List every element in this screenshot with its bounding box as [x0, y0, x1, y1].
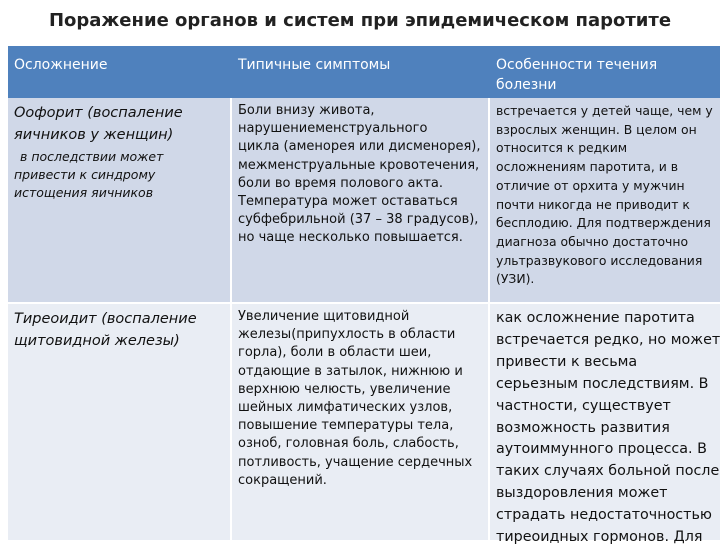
- header-symptoms: Типичные симптомы: [238, 57, 391, 73]
- symptoms-cell: [232, 304, 488, 490]
- course-line: тиреоидных гормонов. Для: [496, 529, 703, 546]
- course-line: ультразвукового исследования: [496, 252, 703, 268]
- course-line: частности, существует: [496, 397, 671, 414]
- symptom-line: субфебрильной (37 – 38 градусов),: [238, 212, 479, 228]
- symptom-line: озноб, головная боль, слабость,: [238, 436, 459, 452]
- symptom-line: межменструальные кровотечения,: [238, 157, 480, 173]
- course-line: относится к редким: [496, 140, 628, 156]
- course-line: встречается у детей чаще, чем у: [496, 103, 713, 118]
- course-line: осложнениям паротита, и в: [496, 159, 679, 175]
- course-line: диагноза обычно достаточно: [496, 233, 689, 249]
- course-line: аутоиммунного процесса. В: [496, 441, 707, 458]
- course-line: встречается редко, но может: [496, 331, 720, 348]
- table-row-oophoritis: [8, 98, 720, 304]
- note-line: в последствии может: [20, 149, 164, 164]
- header-course-line: болезни: [496, 77, 557, 93]
- symptom-line: но чаще несколько повышается.: [238, 230, 463, 246]
- page-title: Поражение органов и систем при эпидемическом паротите: [48, 10, 672, 31]
- symptom-line: боли во время полового акта.: [238, 175, 444, 191]
- symptom-line: потливость, учащение сердечных: [238, 454, 473, 470]
- course-line: бесплодию. Для подтверждения: [496, 215, 711, 231]
- note-line: привести к синдрому: [14, 167, 156, 182]
- course-line: отличие от орхита у мужчин: [496, 177, 685, 193]
- complication-note: [14, 148, 226, 202]
- row-divider: [8, 302, 720, 304]
- table-header-row: [8, 46, 720, 98]
- symptom-line: повышение температуры тела,: [238, 418, 454, 434]
- symptoms-cell: [232, 98, 488, 248]
- table-row-thyroiditis: [8, 304, 720, 546]
- symptom-line: сокращений.: [238, 472, 327, 488]
- header-complication: Осложнение: [14, 57, 108, 73]
- complication-name-line: яичников у женщин): [14, 127, 174, 143]
- course-line: привести к весьма: [496, 353, 638, 370]
- course-line: (УЗИ).: [496, 271, 535, 287]
- course-cell: [490, 98, 720, 289]
- complication-name-line: Тиреоидит (воспаление: [14, 311, 197, 327]
- symptom-line: верхнюю челюсть, увеличение: [238, 381, 451, 397]
- header-course: [490, 46, 720, 95]
- course-cell: [490, 304, 720, 549]
- header-course-line: Особенности течения: [496, 57, 658, 73]
- course-line: таких случаях больной после: [496, 463, 720, 480]
- complication-cell: [8, 98, 230, 202]
- symptom-line: Температура может оставаться: [238, 194, 458, 210]
- symptom-line: нарушениеменструального: [238, 121, 428, 137]
- course-line: как осложнение паротита: [496, 310, 695, 326]
- complication-name-line: Оофорит (воспаление: [14, 105, 183, 121]
- symptom-line: Увеличение щитовидной: [238, 309, 410, 324]
- course-line: выздоровления может: [496, 485, 668, 502]
- complication-name: [14, 102, 226, 146]
- column-divider: [230, 98, 232, 540]
- symptom-line: отдающие в затылок, нижнюю и: [238, 363, 463, 379]
- symptom-line: Боли внизу живота,: [238, 103, 375, 118]
- column-divider: [488, 98, 490, 540]
- complication-name: [14, 308, 226, 352]
- course-line: серьезным последствиям. В: [496, 375, 709, 392]
- note-line: истощения яичников: [14, 185, 154, 200]
- course-line: взрослых женщин. В целом он: [496, 121, 697, 137]
- symptom-line: горла), боли в области шеи,: [238, 345, 432, 361]
- symptom-line: шейных лимфатических узлов,: [238, 400, 453, 416]
- complication-cell: [8, 304, 230, 352]
- symptom-line: цикла (аменорея или дисменорея),: [238, 139, 481, 155]
- course-line: возможность развития: [496, 419, 670, 436]
- complication-name-line: щитовидной железы): [14, 333, 180, 349]
- symptom-line: железы(припухлость в области: [238, 327, 456, 343]
- course-line: страдать недостаточностью: [496, 507, 712, 524]
- course-line: почти никогда не приводит к: [496, 196, 690, 212]
